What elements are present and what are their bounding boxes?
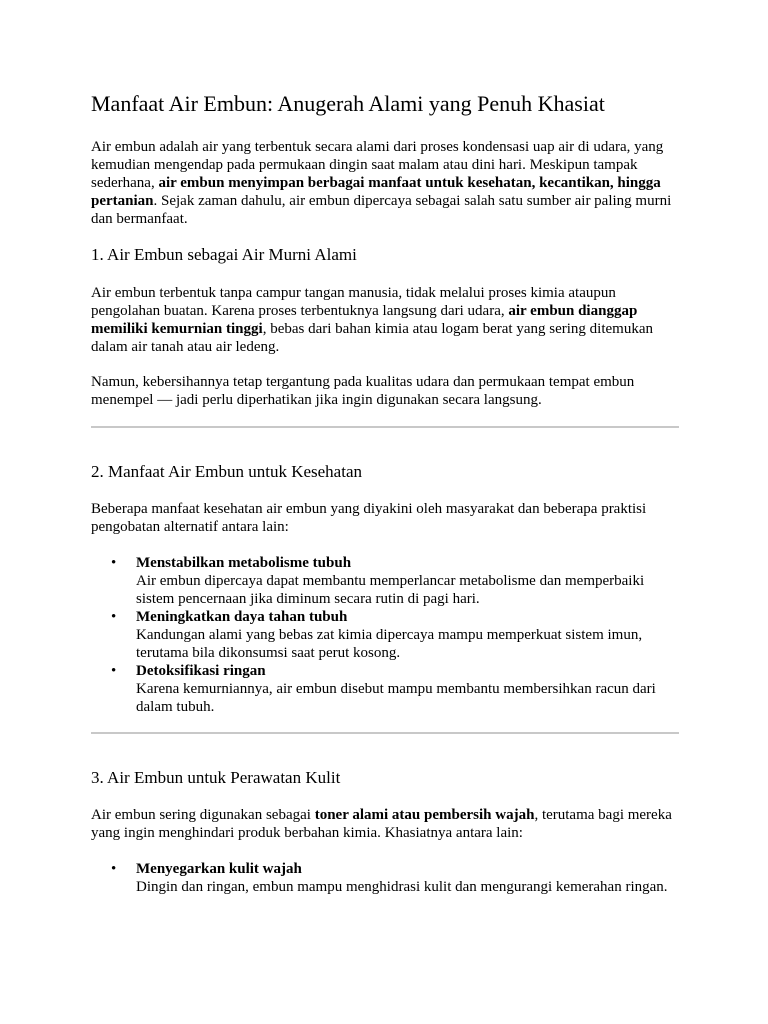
section-1-paragraph-1 xyxy=(91,284,681,356)
list-item xyxy=(91,608,681,662)
section-2-intro: Beberapa manfaat kesehatan air embun yang diyakini oleh masyarakat dan beberapa praktisi pengobatan alternatif antara lain: xyxy=(91,501,647,535)
list-item xyxy=(91,554,681,608)
list-item-description: Karena kemurniannya, air embun disebut mampu membantu membersihkan racun dari dalam tubuh. xyxy=(136,681,656,715)
list-item-description: Air embun dipercaya dapat membantu memperlancar metabolisme dan memperbaiki sistem pencernaan jika diminum secara rutin di pagi hari. xyxy=(136,573,645,607)
list-item xyxy=(91,662,681,716)
intro-text-2: . Sejak zaman dahulu, air embun dipercaya sebagai salah satu sumber air paling murni dan bermanfaat. xyxy=(91,193,672,227)
section-1-heading: 1. Air Embun sebagai Air Murni Alami xyxy=(91,245,357,264)
intro-paragraph xyxy=(91,138,681,228)
list-item-description: Dingin dan ringan, embun mampu menghidrasi kulit dan mengurangi kemerahan ringan. xyxy=(136,879,668,895)
section-1-paragraph-2: Namun, kebersihannya tetap tergantung pada kualitas udara dan permukaan tempat embun menempel — jadi perlu diperhatikan jika ingin digunakan secara langsung. xyxy=(91,374,635,408)
list-item-title: Menstabilkan metabolisme tubuh xyxy=(136,555,352,571)
list-item-title: Meningkatkan daya tahan tubuh xyxy=(136,609,348,625)
list-item-title: Menyegarkan kulit wajah xyxy=(136,861,302,877)
section-1-text-1: Air embun terbentuk tanpa campur tangan manusia, tidak melalui proses kimia ataupun pengolahan buatan. Karena proses terbentuknya langsung dari udara, xyxy=(91,285,616,319)
section-3-text-2: , terutama bagi mereka yang ingin menghindari produk berbahan kimia. Khasiatnya antara lain: xyxy=(91,807,672,841)
section-3-heading: 3. Air Embun untuk Perawatan Kulit xyxy=(91,768,341,787)
bullet-icon: • xyxy=(111,555,117,571)
intro-text-1: Air embun adalah air yang terbentuk secara alami dari proses kondensasi uap air di udara, yang kemudian mengendap pada permukaan dingin saat malam atau dini hari. Meskipun tampak sederhana, xyxy=(91,139,664,191)
section-3-bold-text: toner alami atau pembersih wajah xyxy=(314,807,535,823)
intro-bold-text: air embun menyimpan berbagai manfaat untuk kesehatan, kecantikan, hingga pertanian xyxy=(91,175,661,209)
list-item-description: Kandungan alami yang bebas zat kimia dipercaya mampu memperkuat sistem imun, terutama bila dikonsumsi saat perut kosong. xyxy=(136,627,643,661)
section-2-heading: 2. Manfaat Air Embun untuk Kesehatan xyxy=(91,462,362,481)
section-1-text-2: , bebas dari bahan kimia atau logam berat yang sering ditemukan dalam air tanah atau air ledeng. xyxy=(91,321,653,355)
section-divider-2 xyxy=(91,732,679,734)
bullet-icon: • xyxy=(111,663,117,679)
list-item xyxy=(91,860,681,896)
section-1-bold-text: air embun dianggap memiliki kemurnian tinggi xyxy=(91,303,638,337)
section-2-list xyxy=(91,554,681,716)
section-3-list xyxy=(91,860,681,896)
list-item-title: Detoksifikasi ringan xyxy=(136,663,266,679)
section-3-text-1: Air embun sering digunakan sebagai xyxy=(91,807,315,823)
bullet-icon: • xyxy=(111,609,117,625)
section-divider-1 xyxy=(91,426,679,428)
section-3-intro xyxy=(91,806,681,842)
bullet-icon: • xyxy=(111,861,117,877)
page-title: Manfaat Air Embun: Anugerah Alami yang Penuh Khasiat xyxy=(91,91,605,116)
